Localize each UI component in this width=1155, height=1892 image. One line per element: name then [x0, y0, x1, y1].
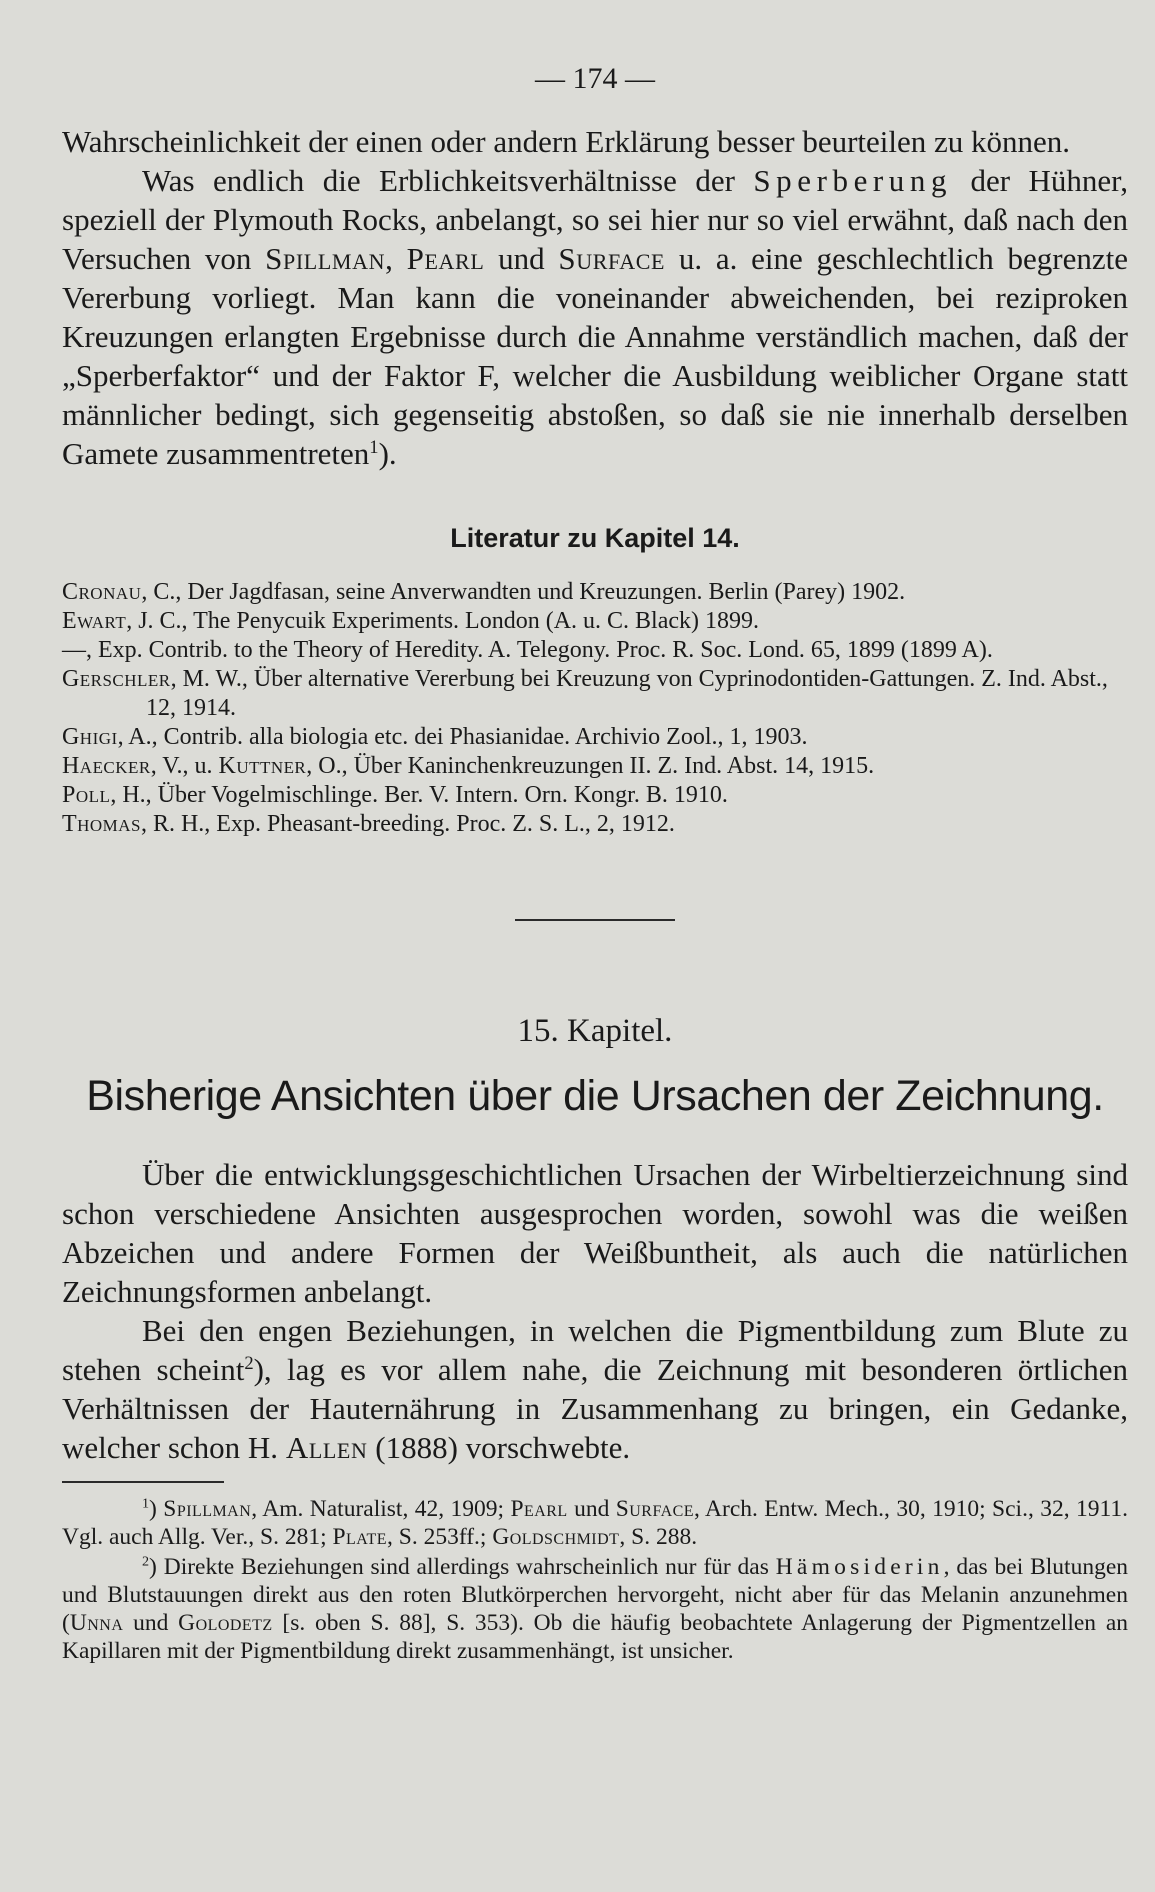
footnote-2: $^2$) Direkte Beziehungen sind allerdings wahrscheinlich nur für das Hämosiderin, das bei Blutungen und Blutstauungen direkt aus den roten Blutkörperchen hervorgeht, nicht aber für das Melanin anzunehmen (Unna und Golodetz [s. oben S. 88], S. 353). Ob die häufig beobachtete Anlagerung der Pigmentzellen an Kapillaren mit der Pigmentbildung direkt zusammenhängt, ist unsicher. [62, 1553, 1129, 1664]
literature-entry: Poll, H., Über Vogelmischlinge. Ber. V. Intern. Orn. Kongr. B. 1910. [62, 782, 728, 808]
literature-entry: Thomas, R. H., Exp. Pheasant-breeding. Proc. Z. S. L., 2, 1912. [62, 811, 675, 837]
author-name: Allen [285, 1430, 368, 1465]
literature-entry: Haecker, V., u. Kuttner, O., Über Kaninchenkreuzungen II. Z. Ind. Abst. 14, 1915. [62, 753, 875, 779]
author-name: Pearl [406, 241, 485, 276]
intro-paragraph: Wahrscheinlichkeit der einen oder andern Erklärung besser beurteilen zu können. [62, 124, 1071, 159]
book-page [62, 50, 1128, 1667]
paragraph-ursachen: Über die entwicklungsgeschichtlichen Ursachen der Wirbeltierzeichnung sind schon verschiedene Ansichten ausgesprochen worden, sowohl was die weißen Abzeichen und andere Formen der Weißbuntheit, als auch die natürlichen Zeichnungsformen anbelangt. [62, 1157, 1128, 1309]
literature-entry: Ghigi, A., Contrib. alla biologia etc. dei Phasianidae. Archivio Zool., 1, 1903. [62, 724, 808, 750]
chapter-title: Bisherige Ansichten über die Ursachen der Zeichnung. [86, 1072, 1104, 1120]
literature-entry: —, Exp. Contrib. to the Theory of Heredity. A. Telegony. Proc. R. Soc. Lond. 65, 1899 (1899 A). [62, 637, 993, 663]
footnote-mark: 2 [244, 1352, 254, 1374]
literature-heading: Literatur zu Kapitel 14. [450, 523, 740, 553]
footnote-rule [62, 1481, 224, 1483]
page-number: — 174 — [535, 62, 655, 95]
literature-entry: Ewart, J. C., The Penycuik Experiments. London (A. u. C. Black) 1899. [62, 608, 760, 634]
literature-entry: Gerschler, M. W., Über alternative Vererbung bei Kreuzung von Cyprinodontiden-Gattungen. Z. Ind. Abst., 12, 1914. [62, 666, 1108, 721]
author-name: Spillman [265, 241, 386, 276]
footnotes [62, 1495, 1128, 1665]
spaced-term: Sperberung [753, 163, 953, 198]
paragraph-sperberung: Was endlich die Erblichkeitsverhältnisse der Sperberung der Hühner, speziell der Plymouth Rocks, anbelangt, so sei hier nur so viel erwähnt, daß nach den Versuchen von Spillman, Pearl und Surface u. a. eine geschlechtlich begrenzte Vererbung vorliegt. Man kann die voneinander abweichenden, bei reziproken Kreuzungen erlangten Ergebnisse durch die Annahme verständlich machen, daß der „Sperberfaktor“ und der Faktor F, welcher die Ausbildung weiblicher Organe statt männlicher bedingt, sich gegenseitig abstoßen, so daß sie nie innerhalb derselben Gamete zusammentreten$^1$). [62, 163, 1128, 471]
footnote-1: $^1$) Spillman, Am. Naturalist, 42, 1909; Pearl und Surface, Arch. Entw. Mech., 30, 1910; Sci., 32, 1911. Vgl. auch Allg. Ver., S. 281; Plate, S. 253ff.; Goldschmidt, S. 288. [62, 1495, 1129, 1550]
author-name: Surface [558, 241, 666, 276]
literature-entry: Cronau, C., Der Jagdfasan, seine Anverwandten und Kreuzungen. Berlin (Parey) 1902. [62, 579, 906, 605]
chapter-number: 15. Kapitel. [517, 1013, 673, 1049]
paragraph-pigment: Bei den engen Beziehungen, in welchen die Pigmentbildung zum Blute zu stehen scheint$^2$), lag es vor allem nahe, die Zeichnung mit besonderen örtlichen Verhältnissen der Hauternährung in Zusammenhang zu bringen, ein Gedanke, welcher schon H. Allen (1888) vorschwebte. [62, 1313, 1128, 1465]
literature-list [62, 578, 1128, 839]
section-divider [515, 919, 675, 921]
footnote-mark: 1 [369, 436, 379, 458]
